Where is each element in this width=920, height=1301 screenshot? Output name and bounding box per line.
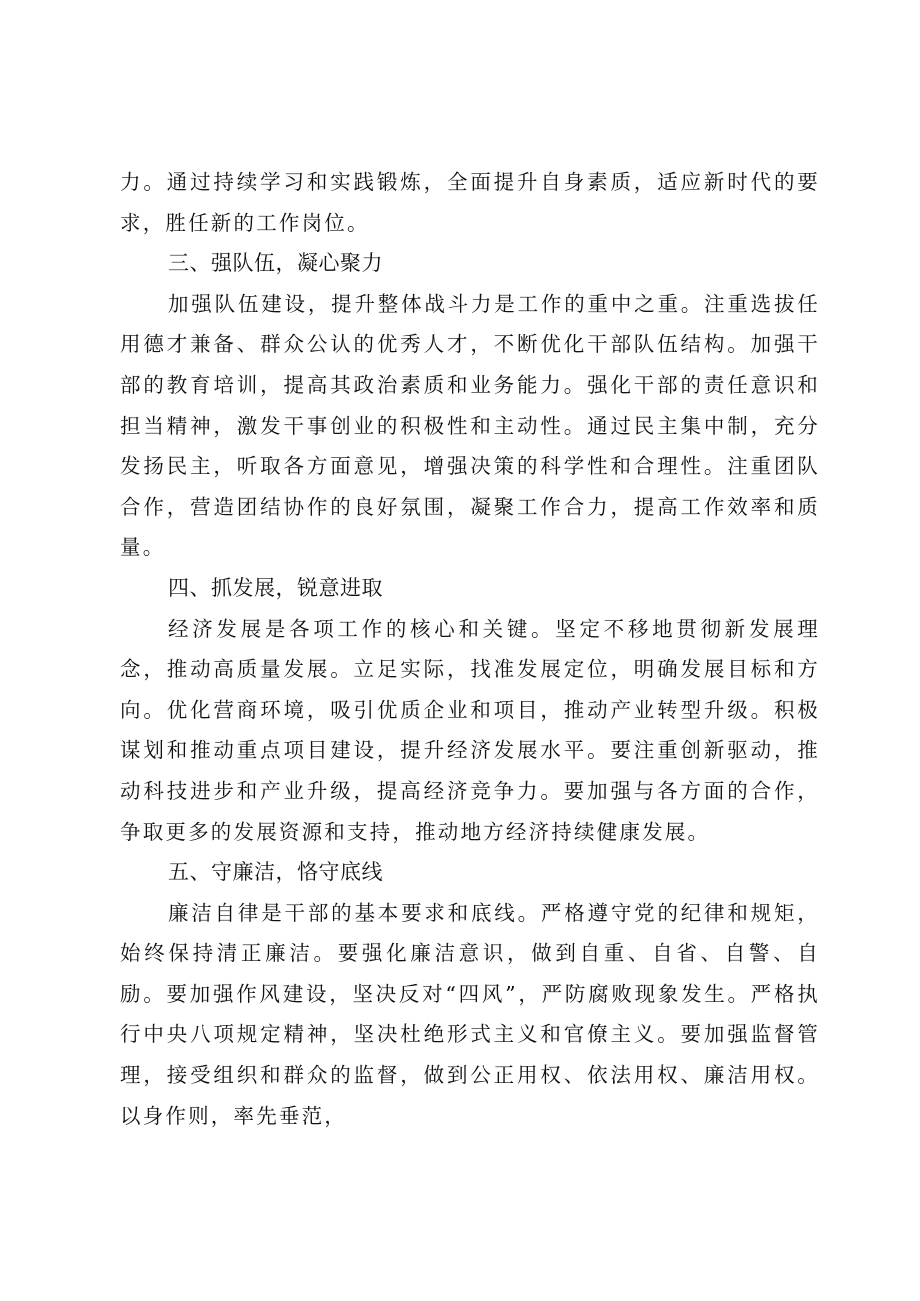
section-heading-3: 三、强队伍，凝心聚力 bbox=[168, 251, 383, 276]
section-heading-4: 四、抓发展，锐意进取 bbox=[168, 575, 383, 600]
document-body bbox=[120, 162, 820, 1136]
section-heading-5: 五、守廉洁，恪守底线 bbox=[168, 860, 383, 885]
paragraph-continuation: 力。通过持续学习和实践锻炼，全面提升自身素质，适应新时代的要求，胜任新的工作岗位。 bbox=[120, 170, 820, 235]
paragraph-team-building: 加强队伍建设，提升整体战斗力是工作的重中之重。注重选拔任用德才兼备、群众公认的优秀人才，不断优化干部队伍结构。加强干部的教育培训，提高其政治素质和业务能力。强化干部的责任意识和担当精神，激发干事创业的积极性和主动性。通过民主集中制，充分发扬民主，听取各方面意见，增强决策的科学性和合理性。注重团队合作，营造团结协作的良好氛围，凝聚工作合力，提高工作效率和质量。 bbox=[120, 291, 820, 560]
paragraph-development: 经济发展是各项工作的核心和关键。坚定不移地贯彻新发展理念，推动高质量发展。立足实际，找准发展定位，明确发展目标和方向。优化营商环境，吸引优质企业和项目，推动产业转型升级。积极谋划和推动重点项目建设，提升经济发展水平。要注重创新驱动，推动科技进步和产业升级，提高经济竞争力。要加强与各方面的合作，争取更多的发展资源和支持，推动地方经济持续健康发展。 bbox=[120, 616, 820, 844]
paragraph-integrity: 廉洁自律是干部的基本要求和底线。严格遵守党的纪律和规矩，始终保持清正廉洁。要强化廉洁意识，做到自重、自省、自警、自励。要加强作风建设，坚决反对“四风”，严防腐败现象发生。严格执行中央八项规定精神，坚决杜绝形式主义和官僚主义。要加强监督管理，接受组织和群众的监督，做到公正用权、依法用权、廉洁用权。以身作则，率先垂范， bbox=[120, 900, 820, 1128]
